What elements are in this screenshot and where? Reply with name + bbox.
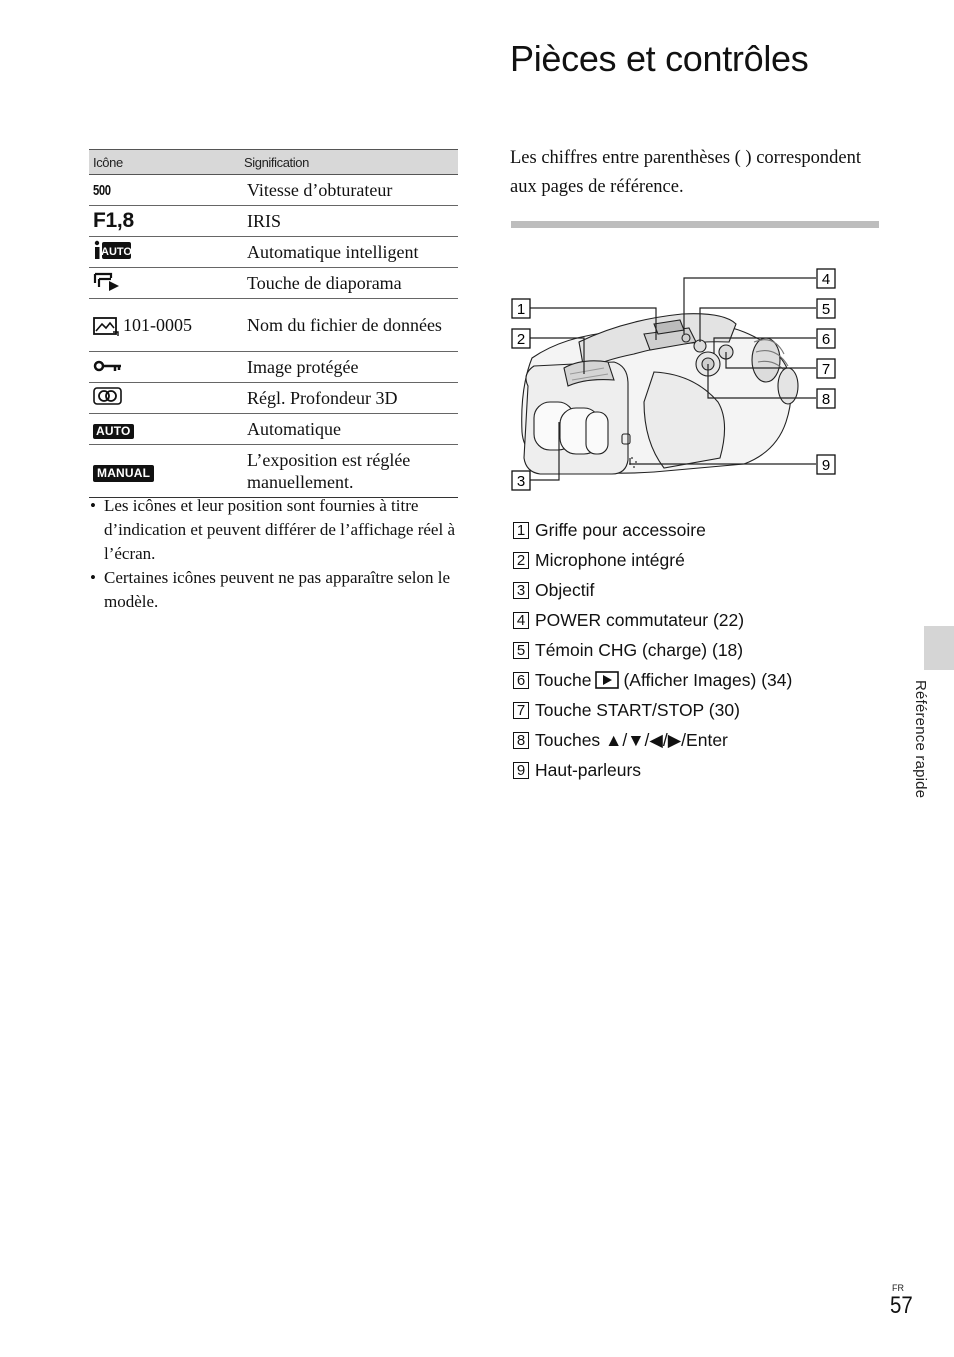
icon-meaning-table xyxy=(89,149,458,498)
part-number: 8 xyxy=(513,732,529,749)
table-header-row xyxy=(89,150,458,175)
table-row xyxy=(89,414,458,445)
table-row xyxy=(89,445,458,498)
callout-label: 4 xyxy=(821,271,831,288)
part-number: 5 xyxy=(513,642,529,659)
part-number: 2 xyxy=(513,552,529,569)
slideshow-icon xyxy=(93,271,121,291)
table-row xyxy=(89,383,458,414)
shutter-speed-icon: 500 xyxy=(93,182,111,199)
table-cell-meaning: Nom du fichier de données xyxy=(238,299,458,352)
part-label: Griffe pour accessoire xyxy=(535,519,706,540)
part-label: Touche START/STOP (30) xyxy=(535,699,740,720)
callout-box-3 xyxy=(512,471,530,490)
page-title: Pièces et contrôles xyxy=(510,38,809,79)
callout-box-8 xyxy=(817,389,835,408)
section-side-label: Référence rapide xyxy=(912,680,929,799)
key-protect-icon xyxy=(93,359,123,373)
part-item xyxy=(513,515,792,545)
table-cell-meaning: Automatique intelligent xyxy=(238,237,458,268)
intro-text: Les chiffres entre parenthèses ( ) correspondent aux pages de référence. xyxy=(510,148,862,197)
section-side-tab xyxy=(924,626,954,670)
table-row xyxy=(89,206,458,237)
file-number: 101-0005 xyxy=(123,314,192,335)
part-item xyxy=(513,635,792,665)
photo-file-icon xyxy=(93,316,119,336)
3d-depth-icon xyxy=(93,386,123,406)
callout-label: 1 xyxy=(516,301,526,318)
part-label: Haut-parleurs xyxy=(535,759,642,780)
part-item xyxy=(513,545,792,575)
play-icon xyxy=(595,671,619,689)
table-cell-meaning: L’exposition est réglée manuellement. xyxy=(238,445,458,498)
part-item xyxy=(513,725,792,755)
part-number: 7 xyxy=(513,702,529,719)
part-label: Témoin CHG (charge) (18) xyxy=(535,639,744,660)
parts-list xyxy=(513,515,792,785)
table-cell-meaning: Vitesse d’obturateur xyxy=(238,175,458,206)
camcorder-diagram xyxy=(504,262,850,498)
table-row xyxy=(89,175,458,206)
callout-label: 6 xyxy=(821,331,831,348)
part-number: 4 xyxy=(513,612,529,629)
part-label: Objectif xyxy=(535,579,595,600)
table-row xyxy=(89,237,458,268)
part-label: Touche xyxy=(535,669,592,690)
part-item xyxy=(513,575,792,605)
callout-box-1 xyxy=(512,299,530,318)
note-item: • Certaines icônes peuvent ne pas apparaître selon le modèle. xyxy=(89,566,461,614)
note-item: • Les icônes et leur position sont fournies à titre d’indication et peuvent différer de l’affichage réel à l’écran. xyxy=(89,494,461,566)
callout-label: 3 xyxy=(516,473,526,490)
language-code: FR xyxy=(892,1283,904,1293)
svg-text:AUTO: AUTO xyxy=(101,245,132,258)
part-label: Touches ▲/▼/◀/▶/Enter xyxy=(535,729,728,750)
part-item xyxy=(513,605,792,635)
notes-list xyxy=(89,494,461,614)
section-divider xyxy=(511,221,879,228)
callout-box-7 xyxy=(817,359,835,378)
table-cell-meaning: Régl. Profondeur 3D xyxy=(238,383,458,414)
callout-box-2 xyxy=(512,329,530,348)
callout-box-5 xyxy=(817,299,835,318)
callout-box-4 xyxy=(817,269,835,288)
part-label: (Afficher Images) (34) xyxy=(623,669,793,690)
callout-label: 8 xyxy=(821,391,831,408)
manual-badge-icon: MANUAL xyxy=(93,465,154,482)
part-number: 6 xyxy=(513,672,529,689)
column-header-icon: Icône xyxy=(89,150,238,175)
part-number: 3 xyxy=(513,582,529,599)
part-item xyxy=(513,755,792,785)
table-cell-meaning: Touche de diaporama xyxy=(238,268,458,299)
callout-box-9 xyxy=(817,455,835,474)
iris-icon: F1,8 xyxy=(93,209,134,232)
callout-label: 2 xyxy=(516,331,526,348)
callout-label: 7 xyxy=(821,361,831,378)
callout-label: 9 xyxy=(821,457,831,474)
intelligent-auto-icon xyxy=(93,240,133,260)
part-label: Microphone intégré xyxy=(535,549,685,570)
callout-box-6 xyxy=(817,329,835,348)
table-cell-meaning: IRIS xyxy=(238,206,458,237)
part-number: 1 xyxy=(513,522,529,539)
part-item xyxy=(513,695,792,725)
table-row xyxy=(89,268,458,299)
part-label: POWER commutateur (22) xyxy=(535,609,745,630)
part-item xyxy=(513,665,792,695)
column-header-meaning: Signification xyxy=(238,150,458,175)
auto-badge-icon: AUTO xyxy=(93,424,134,439)
page-number: 57 xyxy=(890,1292,913,1319)
table-row xyxy=(89,352,458,383)
table-cell-meaning: Automatique xyxy=(238,414,458,445)
callout-label: 5 xyxy=(821,301,831,318)
table-cell-meaning: Image protégée xyxy=(238,352,458,383)
part-number: 9 xyxy=(513,762,529,779)
table-row xyxy=(89,299,458,352)
